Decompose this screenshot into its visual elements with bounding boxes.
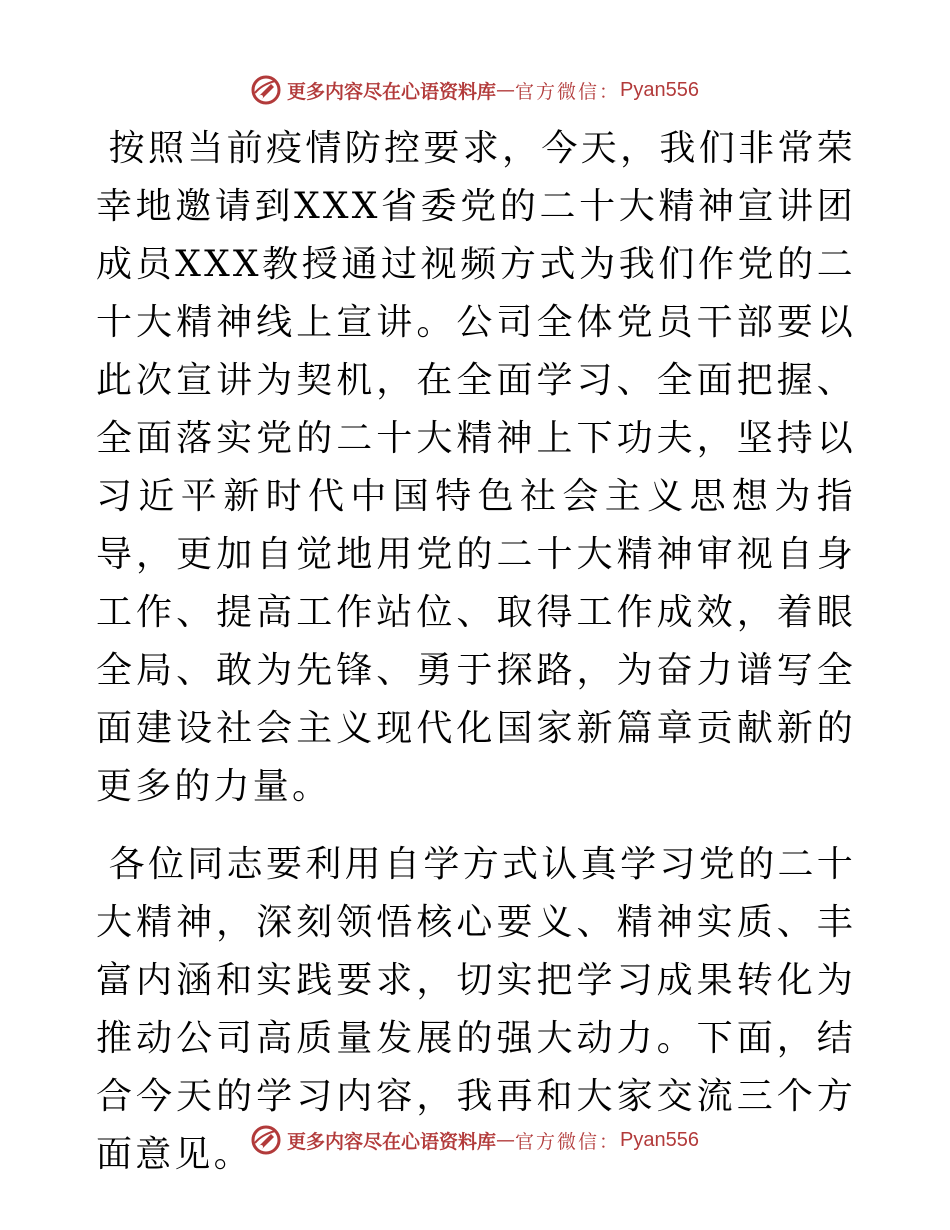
header-banner (0, 70, 950, 110)
banner-brand-text: 更多内容尽在心语资料库 (287, 80, 497, 103)
paragraph-2: 各位同志要利用自学方式认真学习党的二十大精神，深刻领悟核心要义、精神实质、丰富内涵和实践要求，切实把学习成果转化为推动公司高质量发展的强大动力。下面，结合今天的学习内容，我再和大家交流三个方面意见。 (96, 844, 856, 1175)
paragraph-1: 按照当前疫情防控要求，今天，我们非常荣幸地邀请到XXX省委党的二十大精神宣讲团成员XXX教授通过视频方式为我们作党的二十大精神线上宣讲。公司全体党员干部要以此次宣讲为契机，在全面学习、全面把握、全面落实党的二十大精神上下功夫，坚持以习近平新时代中国特色社会主义思想为指导，更加自觉地用党的二十大精神审视自身工作、提高工作站位、取得工作成效，着眼全局、敢为先锋、勇于探路，为奋力谱写全面建设社会主义现代化国家新篇章贡献新的更多的力量。 (96, 128, 856, 807)
banner-wechat-id: Pyan556 (620, 1128, 699, 1151)
footer-banner (0, 1120, 950, 1160)
banner-separator: — (496, 1129, 516, 1151)
banner-wechat-label: 官方微信： (515, 80, 621, 103)
banner-wechat-label: 官方微信： (515, 1130, 621, 1153)
banner-separator: — (496, 79, 516, 101)
pen-nib-logo-icon (251, 75, 281, 105)
banner-brand-text: 更多内容尽在心语资料库 (287, 1130, 497, 1153)
banner-wechat-id: Pyan556 (620, 78, 699, 101)
document-body (96, 120, 856, 1204)
pen-nib-logo-icon (251, 1125, 281, 1155)
